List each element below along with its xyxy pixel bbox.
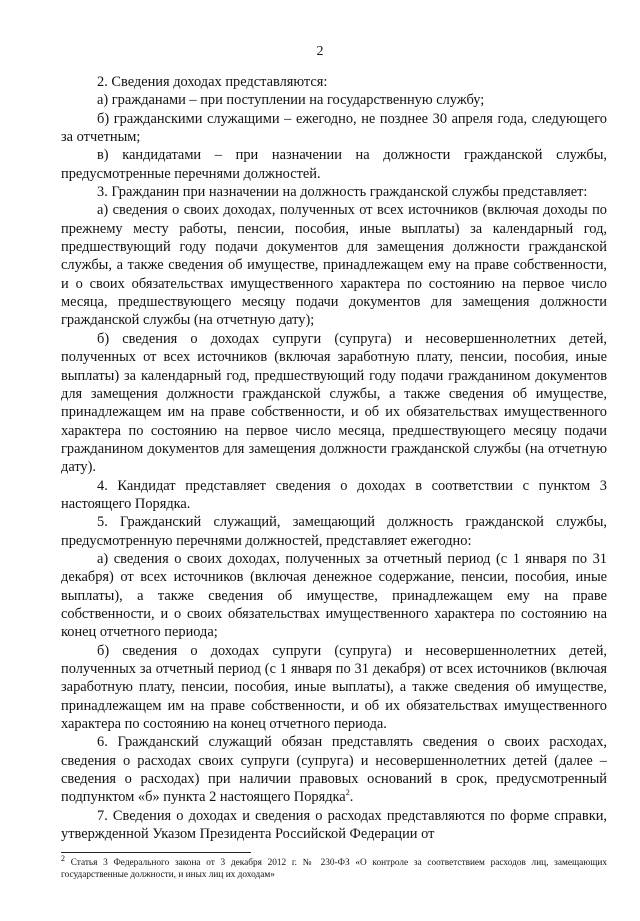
- footnote-divider: [61, 852, 251, 853]
- footnote-mark: 2: [61, 853, 65, 863]
- paragraph-3: 3. Гражданин при назначении на должность гражданской службы представляет:: [97, 184, 588, 201]
- footnote: [61, 853, 607, 881]
- paragraph-6-end: .: [349, 789, 354, 806]
- footnote-text: Статья 3 Федерального закона от 3 декабря 2012 г. № 230-ФЗ «О контроле за соответствием расходов лиц, замещающих государственные должности, и иных лиц их доходам»: [61, 858, 607, 880]
- paragraph-7: 7. Сведения о доходах и сведения о расходах представляются по форме справки, утвержденной Указом Президента Российской Федерации от: [61, 807, 607, 843]
- paragraph-5a: а) сведения о своих доходах, полученных за отчетный период (с 1 января по 31 декабря) от всех источников (включая денежное содержание, пенсии, пособия, иные выплаты), а также сведения об имуществе, принадлежащем ему на праве собственности, и о своих обязательствах имущественного характера по состоянию на конец отчетного периода;: [61, 550, 607, 641]
- paragraph-2: 2. Сведения доходах представляются:: [97, 74, 328, 90]
- page-number: 2: [316, 44, 324, 59]
- paragraph-6-text: 6. Гражданский служащий обязан представлять сведения о своих расходах, сведения о расходах своих супруги (супруга) и несовершеннолетних детей (далее – сведения о расходах) при наличии правовых оснований в срок, предусмотренный подпунктом «б» пункта 2 настоящего Порядка: [61, 734, 607, 806]
- paragraph-2b: б) гражданскими служащими – ежегодно, не позднее 30 апреля года, следующего за отчетным;: [61, 110, 607, 146]
- paragraph-2a: а) гражданами – при поступлении на государственную службу;: [97, 92, 485, 109]
- paragraph-3a: а) сведения о своих доходах, полученных от всех источников (включая доходы по прежнему месту работы, пенсии, пособия, иные выплаты) за календарный год, предшествующий году подачи документов для замещения должности гражданской службы, а также сведения об имуществе, принадлежащем ему на праве собственности, и о своих обязательствах имущественного характера по состоянию на первое число месяца, предшествующего месяцу подачи документов для замещения должности гражданской службы (на отчетную дату);: [61, 202, 607, 329]
- paragraph-5b: б) сведения о доходах супруги (супруга) и несовершеннолетних детей, полученных за отчетный период (с 1 января по 31 декабря) от всех источников (включая заработную плату, пенсии, пособия, иные выплаты), а также сведения об имуществе, принадлежащем им на праве собственности, и об их обязательствах имущественного характера по состоянию на конец отчетного периода.: [61, 642, 607, 733]
- footnote-reference[interactable]: 2: [345, 788, 350, 798]
- document-body: [61, 73, 607, 843]
- paragraph-5: 5. Гражданский служащий, замещающий должность гражданской службы, предусмотренную перечнями должностей, представляет ежегодно:: [61, 514, 607, 549]
- paragraph-6: [61, 733, 607, 806]
- paragraph-4: 4. Кандидат представляет сведения о доходах в соответствии с пунктом 3 настоящего Порядка.: [61, 477, 607, 512]
- paragraph-2c: в) кандидатами – при назначении на должности гражданской службы, предусмотренные перечнями должностей.: [61, 147, 607, 182]
- paragraph-3b: б) сведения о доходах супруги (супруга) и несовершеннолетних детей, полученных от всех источников (включая заработную плату, пенсии, пособия, иные выплаты) за календарный год, предшествующий году подачи гражданином документов для замещения должности гражданской службы, а также сведения об имуществе, принадлежащем им на праве собственности, и об их обязательствах имущественного характера по состоянию на первое число месяца, предшествующего месяцу подачи гражданином документов для замещения должности гражданской службы (на отчетную дату).: [61, 330, 607, 476]
